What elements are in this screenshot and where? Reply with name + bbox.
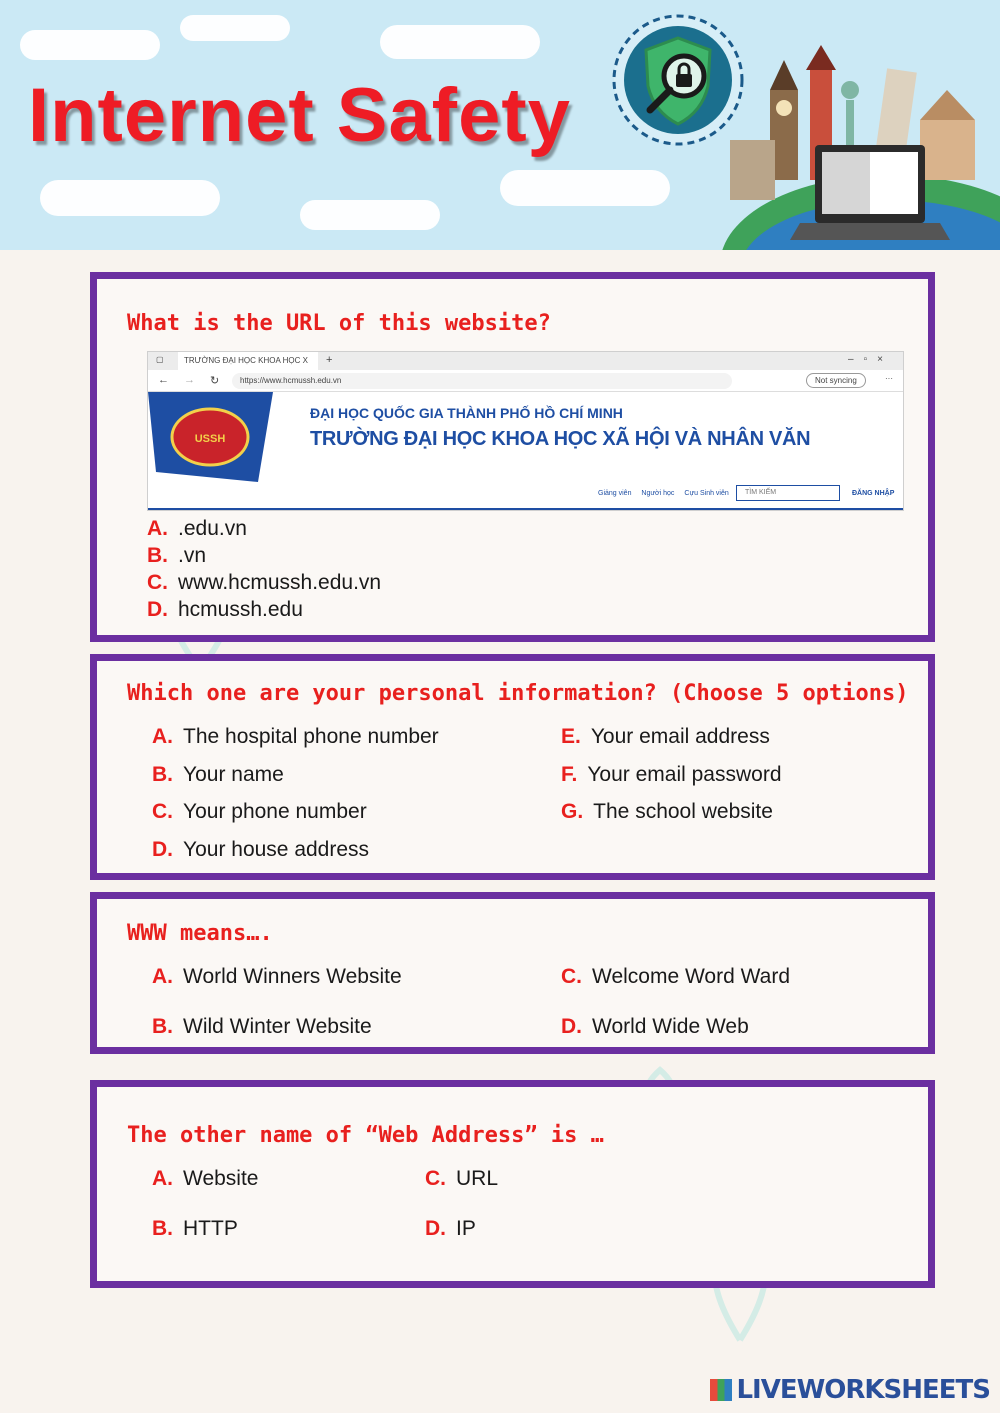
question-3-box <box>90 892 935 1054</box>
question-4-box <box>90 1080 935 1288</box>
option-d[interactable]: D. World Wide Web <box>561 1015 749 1038</box>
page-title: Internet Safety <box>28 73 571 158</box>
site-nav <box>598 490 729 497</box>
divider <box>148 508 903 510</box>
refresh-icon[interactable]: ↻ <box>210 375 220 387</box>
world-landmarks-illustration <box>720 30 1000 250</box>
header-banner <box>0 0 1000 250</box>
question-3-title: WWW means…. <box>127 921 273 946</box>
brand-logo: LIVEWORKSHEETS <box>710 1375 990 1405</box>
option-a[interactable]: A. .edu.vn <box>147 517 247 540</box>
option-b[interactable]: B. HTTP <box>152 1217 238 1240</box>
question-2-title: Which one are your personal information? (Choose 5 options) <box>127 681 909 706</box>
option-g[interactable]: G. The school website <box>561 800 773 823</box>
option-a[interactable]: A. Website <box>152 1167 259 1190</box>
option-d[interactable]: D. hcmussh.edu <box>147 598 303 621</box>
url-input[interactable]: https://www.hcmussh.edu.vn <box>232 373 732 389</box>
option-e[interactable]: E. Your email address <box>561 725 770 748</box>
question-1-box <box>90 272 935 642</box>
window-controls-icon[interactable]: –▫× <box>848 354 893 365</box>
question-1-title: What is the URL of this website? <box>127 311 551 336</box>
cloud <box>500 170 670 206</box>
cloud <box>180 15 290 41</box>
option-b[interactable]: B. Wild Winter Website <box>152 1015 372 1038</box>
brand-mark-icon <box>710 1379 732 1401</box>
more-menu-icon[interactable]: ··· <box>885 374 893 383</box>
browser-screenshot <box>147 351 904 511</box>
question-2-box <box>90 654 935 880</box>
nav-alumni-link[interactable]: Cựu Sinh viên <box>684 490 729 497</box>
nav-students-link[interactable]: Người học <box>641 490 675 497</box>
forward-arrow-icon[interactable]: → <box>184 374 195 386</box>
worksheet-body <box>0 250 1000 1413</box>
option-c[interactable]: C. Welcome Word Ward <box>561 965 790 988</box>
question-4-title: The other name of “Web Address” is … <box>127 1123 604 1148</box>
sync-status-button[interactable]: Not syncing <box>806 373 866 388</box>
option-b[interactable]: B. .vn <box>147 544 207 567</box>
logo-text: USSH <box>194 433 226 445</box>
option-f[interactable]: F. Your email password <box>561 763 782 786</box>
site-subtitle: ĐẠI HỌC QUỐC GIA THÀNH PHỐ HỒ CHÍ MINH <box>310 405 623 421</box>
browser-tab-bar <box>148 352 903 370</box>
browser-address-bar <box>148 370 903 392</box>
cloud <box>20 30 160 60</box>
login-link[interactable]: ĐĂNG NHẬP <box>852 490 895 497</box>
new-tab-icon[interactable]: + <box>326 354 333 366</box>
tab-title: TRƯỜNG ĐẠI HỌC KHOA HỌC X <box>184 356 308 365</box>
option-d[interactable]: D. IP <box>425 1217 476 1240</box>
option-a[interactable]: A. The hospital phone number <box>152 725 439 748</box>
option-a[interactable]: A. World Winners Website <box>152 965 402 988</box>
option-c[interactable]: C. www.hcmussh.edu.vn <box>147 571 382 594</box>
site-header <box>148 392 903 510</box>
cloud <box>300 200 440 230</box>
university-logo <box>148 392 278 492</box>
option-d[interactable]: D. Your house address <box>152 838 370 861</box>
browser-tab[interactable] <box>178 352 318 370</box>
option-c[interactable]: C. URL <box>425 1167 499 1190</box>
back-arrow-icon[interactable]: ← <box>158 374 169 386</box>
cloud <box>380 25 540 59</box>
site-title: TRƯỜNG ĐẠI HỌC KHOA HỌC XÃ HỘI VÀ NHÂN VĂN <box>310 428 811 450</box>
option-b[interactable]: B. Your name <box>152 763 284 786</box>
option-c[interactable]: C. Your phone number <box>152 800 367 823</box>
cloud <box>40 180 220 216</box>
nav-lecturers-link[interactable]: Giảng viên <box>598 490 632 497</box>
site-search-input[interactable]: TÌM KIẾM <box>736 485 840 501</box>
tab-actions-icon: ▢ <box>156 355 164 364</box>
